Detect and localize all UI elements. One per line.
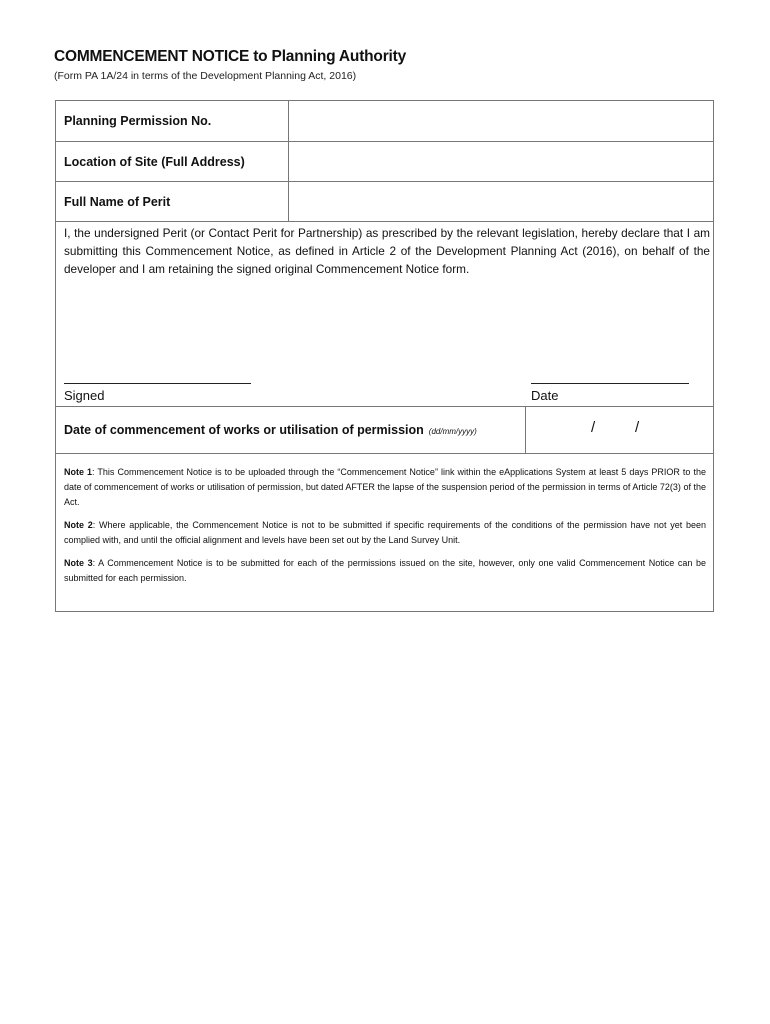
commencement-date-label — [56, 407, 526, 453]
date-label: Date — [531, 388, 559, 403]
commencement-form — [55, 100, 714, 612]
planning-permission-label: Planning Permission No. — [56, 101, 289, 141]
note-heading: Note 2 — [64, 520, 93, 530]
note-3 — [64, 556, 706, 586]
planning-permission-row — [56, 101, 713, 142]
location-label: Location of Site (Full Address) — [56, 142, 289, 181]
date-separator: / — [591, 419, 596, 436]
commencement-label-text: Date of commencement of works or utilisation of permission — [64, 423, 424, 437]
location-field[interactable] — [289, 142, 713, 181]
signed-label: Signed — [64, 388, 105, 403]
commencement-date-row — [56, 406, 713, 454]
date-format-hint: (dd/mm/yyyy) — [428, 426, 477, 436]
page-subtitle: (Form PA 1A/24 in terms of the Development Planning Act, 2016) — [54, 70, 357, 82]
page-title: COMMENCEMENT NOTICE to Planning Authority — [54, 48, 407, 65]
planning-permission-field[interactable] — [289, 101, 713, 141]
location-row — [56, 142, 713, 182]
signature-date-field[interactable] — [531, 383, 689, 384]
note-2 — [64, 518, 706, 548]
note-text: : Where applicable, the Commencement Notice is not to be submitted if specific requirements of the conditions of the permission have not yet been complied with, and until the official alignment and levels have been set out by the Land Survey Unit. — [64, 520, 706, 545]
perit-name-label: Full Name of Perit — [56, 182, 289, 221]
perit-name-row — [56, 182, 713, 222]
note-heading: Note 3 — [64, 558, 93, 568]
perit-name-field[interactable] — [289, 182, 713, 221]
note-text: : This Commencement Notice is to be uploaded through the “Commencement Notice” link within the eApplications System at least 5 days PRIOR to the date of commencement of works or utilisation of permission, but dated AFTER the lapse of the suspension period of the permission in terms of Article 72(3) of the Act. — [64, 467, 706, 507]
note-heading: Note 1 — [64, 467, 93, 477]
commencement-date-field[interactable] — [526, 407, 713, 453]
declaration-text: I, the undersigned Perit (or Contact Perit for Partnership) as prescribed by the relevant legislation, hereby declare that I am submitting this Commencement Notice, as defined in Article 2 of the Development Planning Act (2016), on behalf of the developer and I am retaining the signed original Commencement Notice form. — [64, 226, 710, 276]
date-separator: / — [635, 419, 640, 436]
notes-section — [64, 465, 706, 594]
note-1 — [64, 465, 706, 510]
note-text: : A Commencement Notice is to be submitted for each of the permissions issued on the site, however, only one valid Commencement Notice can be submitted for each permission. — [64, 558, 706, 583]
signature-field[interactable] — [64, 383, 251, 384]
